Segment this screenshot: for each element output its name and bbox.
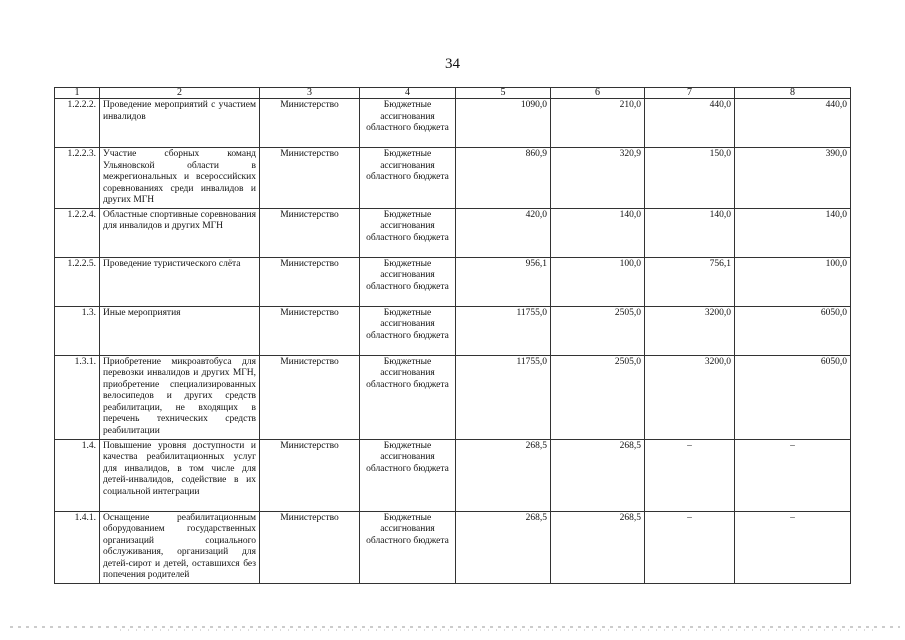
row-code: 1.2.2.2. — [55, 99, 100, 148]
row-source: Бюджетные ассигнования областного бюджета — [360, 355, 456, 439]
row-value-6: 320,9 — [551, 148, 645, 209]
row-executor: Министерство — [260, 306, 360, 355]
column-header: 5 — [456, 88, 551, 99]
row-value-6: 268,5 — [551, 511, 645, 583]
row-value-8: 390,0 — [735, 148, 851, 209]
row-value-7: – — [645, 439, 735, 511]
header-row — [55, 88, 851, 99]
row-value-5: 11755,0 — [456, 306, 551, 355]
row-value-7: 140,0 — [645, 208, 735, 257]
row-name: Повышение уровня доступности и качества реабилитационных услуг для инвалидов, в том числе для детей-инвалидов, содействие в их социальной интеграции — [100, 439, 260, 511]
row-value-8: 140,0 — [735, 208, 851, 257]
row-value-6: 210,0 — [551, 99, 645, 148]
column-header: 6 — [551, 88, 645, 99]
row-value-6: 268,5 — [551, 439, 645, 511]
row-executor: Министерство — [260, 511, 360, 583]
row-name: Иные мероприятия — [100, 306, 260, 355]
page-number: 34 — [445, 56, 460, 72]
table-row — [55, 439, 851, 511]
row-executor: Министерство — [260, 355, 360, 439]
row-name: Оснащение реабилитационным оборудованием государственных организаций социального обслуживания, организаций для детей-сирот и детей, оставшихся без попечения родителей — [100, 511, 260, 583]
row-value-7: 150,0 — [645, 148, 735, 209]
row-code: 1.4.1. — [55, 511, 100, 583]
row-value-6: 140,0 — [551, 208, 645, 257]
row-value-8: – — [735, 439, 851, 511]
row-code: 1.3.1. — [55, 355, 100, 439]
row-code: 1.2.2.4. — [55, 208, 100, 257]
row-value-7: 440,0 — [645, 99, 735, 148]
row-name: Участие сборных команд Ульяновской области в межрегиональных и всероссийских соревнованиях среди инвалидов и других МГН — [100, 148, 260, 209]
row-source: Бюджетные ассигнования областного бюджета — [360, 306, 456, 355]
table-row — [55, 148, 851, 209]
table-row — [55, 306, 851, 355]
row-value-5: 11755,0 — [456, 355, 551, 439]
row-value-7: 3200,0 — [645, 355, 735, 439]
row-source: Бюджетные ассигнования областного бюджета — [360, 257, 456, 306]
row-value-8: 6050,0 — [735, 355, 851, 439]
row-value-5: 1090,0 — [456, 99, 551, 148]
row-name: Проведение туристического слёта — [100, 257, 260, 306]
table-row — [55, 257, 851, 306]
column-header: 2 — [100, 88, 260, 99]
row-value-5: 860,9 — [456, 148, 551, 209]
row-name: Проведение мероприятий с участием инвалидов — [100, 99, 260, 148]
row-value-6: 2505,0 — [551, 306, 645, 355]
budget-table — [54, 87, 851, 584]
column-header: 4 — [360, 88, 456, 99]
row-source: Бюджетные ассигнования областного бюджета — [360, 99, 456, 148]
row-executor: Министерство — [260, 439, 360, 511]
row-value-7: – — [645, 511, 735, 583]
row-value-8: 100,0 — [735, 257, 851, 306]
row-executor: Министерство — [260, 208, 360, 257]
row-code: 1.3. — [55, 306, 100, 355]
row-source: Бюджетные ассигнования областного бюджета — [360, 148, 456, 209]
row-source: Бюджетные ассигнования областного бюджета — [360, 439, 456, 511]
row-value-7: 3200,0 — [645, 306, 735, 355]
table-row — [55, 208, 851, 257]
row-value-5: 268,5 — [456, 439, 551, 511]
row-source: Бюджетные ассигнования областного бюджета — [360, 208, 456, 257]
row-value-7: 756,1 — [645, 257, 735, 306]
row-executor: Министерство — [260, 148, 360, 209]
row-value-8: 6050,0 — [735, 306, 851, 355]
row-value-8: – — [735, 511, 851, 583]
row-value-8: 440,0 — [735, 99, 851, 148]
column-header: 7 — [645, 88, 735, 99]
row-value-6: 2505,0 — [551, 355, 645, 439]
row-code: 1.2.2.3. — [55, 148, 100, 209]
row-value-5: 420,0 — [456, 208, 551, 257]
row-value-5: 956,1 — [456, 257, 551, 306]
row-executor: Министерство — [260, 99, 360, 148]
column-header: 3 — [260, 88, 360, 99]
row-code: 1.4. — [55, 439, 100, 511]
row-value-6: 100,0 — [551, 257, 645, 306]
scan-noise-strip — [0, 618, 905, 632]
row-name: Приобретение микроавтобуса для перевозки инвалидов и других МГН, приобретение специализированных велосипедов и других средств реабилитации, не входящих в перечень технических средств реабилитации — [100, 355, 260, 439]
table-row — [55, 99, 851, 148]
table-row — [55, 355, 851, 439]
column-header: 1 — [55, 88, 100, 99]
row-source: Бюджетные ассигнования областного бюджета — [360, 511, 456, 583]
row-value-5: 268,5 — [456, 511, 551, 583]
column-header: 8 — [735, 88, 851, 99]
table-row — [55, 511, 851, 583]
row-code: 1.2.2.5. — [55, 257, 100, 306]
row-name: Областные спортивные соревнования для инвалидов и других МГН — [100, 208, 260, 257]
row-executor: Министерство — [260, 257, 360, 306]
